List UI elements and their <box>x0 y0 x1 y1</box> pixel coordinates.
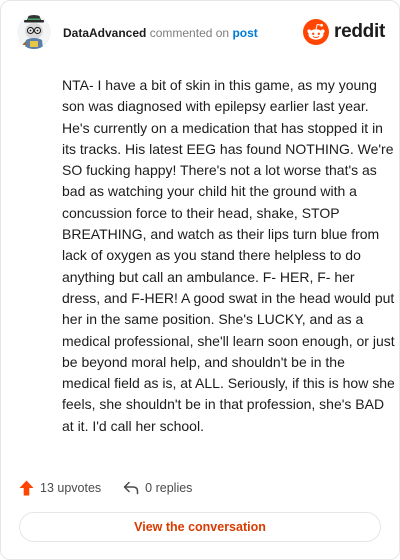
view-conversation-button[interactable]: View the conversation <box>19 512 381 542</box>
reddit-brand[interactable] <box>303 19 385 45</box>
upvotes-stat[interactable] <box>19 480 101 496</box>
reply-count: 0 replies <box>145 481 193 495</box>
reddit-wordmark: reddit <box>334 21 385 42</box>
action-text: commented on <box>149 26 230 40</box>
username-link[interactable]: DataAdvanced <box>63 26 147 40</box>
reply-arrow-icon <box>123 481 139 495</box>
post-link[interactable]: post <box>232 26 258 40</box>
comment-stats <box>19 477 192 499</box>
upvote-count: 13 upvotes <box>40 481 102 495</box>
comment-body: NTA- I have a bit of skin in this game, as my young son was diagnosed with epilepsy earlier last year. He's currently on a medication that has stopped it in its tracks. His latest EEG has found NOTHING. We're SO fucking happy! There's not a lot worse that's as bad as watching your child hit the ground with a concussion force to their head, shake, STOP BREATHING, and watch as their lips turn blue from lack of oxygen as you stand there helpless to do anything but call an ambulance. F- HER, F- her dress, and F-HER! A good swat in the head would put her in the same position. She's LUCKY, and as a medical professional, she'll learn soon enough, or just be beyond moral help, and shouldn't be in the medical field as is, at ALL. Seriously, if this is how she feels, she shouldn't be in that profession, she's BAD at it. I'd call her school. <box>62 77 395 434</box>
reddit-snoo-icon <box>303 19 329 45</box>
comment-byline <box>63 26 258 40</box>
replies-stat[interactable] <box>123 481 192 495</box>
comment-header <box>17 15 385 51</box>
upvote-arrow-icon <box>19 480 34 496</box>
avatar[interactable] <box>17 15 51 49</box>
avatar-character-icon <box>17 15 51 49</box>
